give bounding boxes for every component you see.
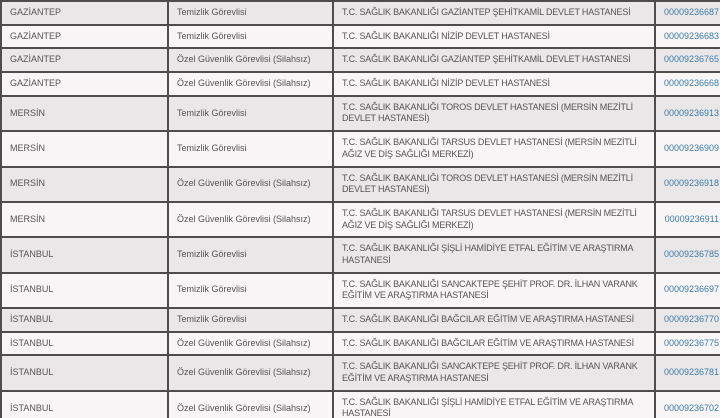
city-cell: İSTANBUL [1,237,168,272]
table-row [1,25,720,49]
listing-id-cell [655,355,720,390]
institution-cell: T.C. SAĞLIK BAKANLIĞI SANCAKTEPE ŞEHİT PROF. DR. İLHAN VARANK EĞİTİM VE ARAŞTIRMA HASTANESİ [333,355,655,390]
table-row [1,167,720,202]
position-cell: Temizlik Görevlisi [168,1,333,25]
listing-id-link[interactable]: 00009236785 [664,249,720,260]
listing-id-link[interactable]: 00009236918 [664,178,720,189]
listing-id-cell [655,273,720,308]
listing-id-cell [655,391,720,418]
table-row [1,96,720,131]
listing-id-cell [655,48,720,72]
listing-id-cell [655,131,720,166]
listing-id-link[interactable]: 00009236913 [664,107,720,118]
table-row [1,72,720,96]
table-row [1,1,720,25]
listing-id-cell [655,25,720,49]
institution-cell: T.C. SAĞLIK BAKANLIĞI SANCAKTEPE ŞEHİT PROF. DR. İLHAN VARANK EĞİTİM VE ARAŞTIRMA HASTANESİ [333,273,655,308]
listing-id-link[interactable]: 00009236697 [664,284,720,295]
institution-cell: T.C. SAĞLIK BAKANLIĞI TOROS DEVLET HASTANESİ (MERSİN MEZİTLİ DEVLET HASTANESİ) [333,167,655,202]
table-row [1,391,720,418]
position-cell: Özel Güvenlik Görevlisi (Silahsız) [168,332,333,356]
listing-id-cell [655,167,720,202]
position-cell: Özel Güvenlik Görevlisi (Silahsız) [168,202,333,237]
institution-cell: T.C. SAĞLIK BAKANLIĞI NİZİP DEVLET HASTANESİ [333,72,655,96]
institution-cell: T.C. SAĞLIK BAKANLIĞI BAĞCILAR EĞİTİM VE ARAŞTIRMA HASTANESİ [333,332,655,356]
listing-id-cell [655,202,720,237]
position-cell: Temizlik Görevlisi [168,96,333,131]
listing-id-link[interactable]: 00009236775 [664,337,720,348]
table-row [1,237,720,272]
listing-id-link[interactable]: 00009236909 [664,142,720,153]
listing-id-link[interactable]: 00009236668 [664,78,720,89]
listing-id-cell [655,332,720,356]
table-row [1,48,720,72]
table-row [1,131,720,166]
position-cell: Özel Güvenlik Görevlisi (Silahsız) [168,167,333,202]
city-cell: GAZİANTEP [1,25,168,49]
institution-cell: T.C. SAĞLIK BAKANLIĞI TARSUS DEVLET HASTANESİ (MERSİN MEZİTLİ AĞIZ VE DİŞ SAĞLIĞI MERKEZİ) [333,202,655,237]
position-cell: Özel Güvenlik Görevlisi (Silahsız) [168,391,333,418]
position-cell: Özel Güvenlik Görevlisi (Silahsız) [168,48,333,72]
position-cell: Temizlik Görevlisi [168,308,333,332]
city-cell: İSTANBUL [1,308,168,332]
city-cell: GAZİANTEP [1,1,168,25]
position-cell: Temizlik Görevlisi [168,25,333,49]
listing-id-link[interactable]: 00009236911 [664,213,719,224]
institution-cell: T.C. SAĞLIK BAKANLIĞI BAĞCILAR EĞİTİM VE ARAŞTIRMA HASTANESİ [333,308,655,332]
institution-cell: T.C. SAĞLIK BAKANLIĞI TOROS DEVLET HASTANESİ (MERSİN MEZİTLİ DEVLET HASTANESİ) [333,96,655,131]
city-cell: MERSİN [1,96,168,131]
position-cell: Özel Güvenlik Görevlisi (Silahsız) [168,72,333,96]
listing-id-link[interactable]: 00009236765 [664,54,720,65]
position-cell: Özel Güvenlik Görevlisi (Silahsız) [168,355,333,390]
listing-id-cell [655,237,720,272]
listing-id-cell [655,1,720,25]
city-cell: İSTANBUL [1,391,168,418]
listing-id-link[interactable]: 00009236702 [664,402,720,413]
table-row [1,308,720,332]
listing-id-link[interactable]: 00009236687 [664,7,720,17]
institution-cell: T.C. SAĞLIK BAKANLIĞI GAZİANTEP ŞEHİTKAMİL DEVLET HASTANESİ [333,1,655,25]
table-row [1,202,720,237]
listing-id-link[interactable]: 00009236683 [664,30,720,41]
institution-cell: T.C. SAĞLIK BAKANLIĞI ŞİŞLİ HAMİDİYE ETFAL EĞİTİM VE ARAŞTIRMA HASTANESİ [333,237,655,272]
institution-cell: T.C. SAĞLIK BAKANLIĞI NİZİP DEVLET HASTANESİ [333,25,655,49]
city-cell: GAZİANTEP [1,48,168,72]
table-row [1,273,720,308]
listing-id-cell [655,96,720,131]
listing-id-cell [655,308,720,332]
position-cell: Temizlik Görevlisi [168,131,333,166]
position-cell: Temizlik Görevlisi [168,273,333,308]
listing-id-link[interactable]: 00009236770 [664,314,720,324]
job-listings-body [1,1,720,418]
institution-cell: T.C. SAĞLIK BAKANLIĞI ŞİŞLİ HAMİDİYE ETFAL EĞİTİM VE ARAŞTIRMA HASTANESİ [333,391,655,418]
city-cell: İSTANBUL [1,273,168,308]
city-cell: MERSİN [1,202,168,237]
city-cell: İSTANBUL [1,355,168,390]
city-cell: MERSİN [1,131,168,166]
city-cell: MERSİN [1,167,168,202]
listing-id-link[interactable]: 00009236781 [664,367,720,378]
city-cell: İSTANBUL [1,332,168,356]
table-row [1,355,720,390]
institution-cell: T.C. SAĞLIK BAKANLIĞI GAZİANTEP ŞEHİTKAMİL DEVLET HASTANESİ [333,48,655,72]
city-cell: GAZİANTEP [1,72,168,96]
institution-cell: T.C. SAĞLIK BAKANLIĞI TARSUS DEVLET HASTANESİ (MERSİN MEZİTLİ AĞIZ VE DİŞ SAĞLIĞI MERKEZİ) [333,131,655,166]
position-cell: Temizlik Görevlisi [168,237,333,272]
listing-id-cell [655,72,720,96]
table-row [1,332,720,356]
